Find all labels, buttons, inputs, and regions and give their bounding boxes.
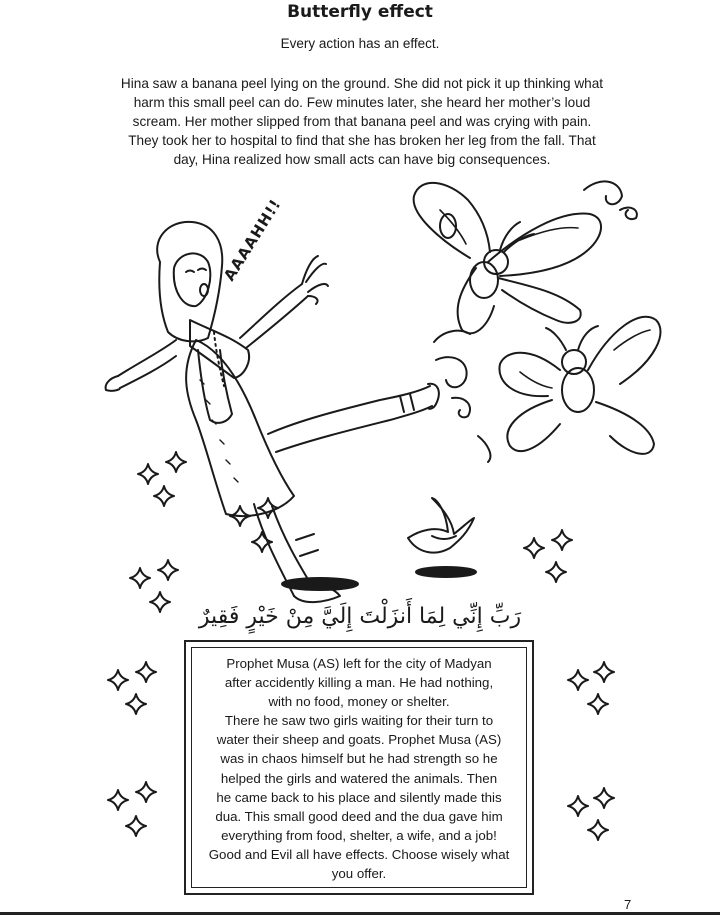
box-line: water their sheep and goats. Prophet Musa (AS) (216, 732, 502, 748)
page-subtitle: Every action has an effect. (280, 36, 440, 51)
story-line: scream. Her mother slipped from that banana peel and was crying with pain. (132, 114, 592, 129)
page-title: Butterfly effect (287, 2, 433, 22)
box-line: Good and Evil all have effects. Choose wisely what (208, 846, 510, 862)
shout-text: AAAAHH!! (220, 195, 285, 285)
story-line: harm this small peel can do. Few minutes later, she heard her mother’s loud (133, 95, 591, 110)
banana-peel-icon (408, 498, 476, 577)
box-line: There he saw two girls waiting for their turn to (224, 713, 494, 729)
box-line: with no food, money or shelter. (268, 694, 450, 710)
girl-slipping-icon (106, 222, 439, 602)
box-line: you offer. (331, 866, 387, 882)
box-line: was in chaos himself but he had strength so he (220, 751, 498, 767)
box-line: dua. This small good deed and the dua gave him (215, 808, 503, 824)
story-line: Hina saw a banana peel lying on the ground. She did not pick it up thinking what (120, 76, 604, 91)
box-line: everything from food, shelter, a wife, and a job! (221, 827, 497, 843)
box-line: after accidently killing a man. He had nothing, (224, 675, 494, 691)
page-number: 7 (624, 897, 632, 912)
box-line: he came back to his place and silently made this (216, 789, 502, 805)
story-line: They took her to hospital to find that she has broken her leg from the fall. That (128, 133, 596, 148)
box-line: Prophet Musa (AS) left for the city of Madyan (226, 656, 492, 671)
story-line: day, Hina realized how small acts can have big consequences. (173, 152, 551, 167)
musa-story-text (196, 654, 522, 883)
swirl-decoration (434, 331, 490, 462)
butterfly-icon (499, 317, 660, 454)
box-line: helped the girls and watered the animals. Then (220, 770, 498, 786)
butterfly-icon (414, 181, 637, 333)
dua-arabic-text: رَبِّ إِنِّي لِمَا أَنزَلْتَ إِلَيَّ مِنْ خَيْرٍ فَقِيرٌ (198, 604, 522, 629)
